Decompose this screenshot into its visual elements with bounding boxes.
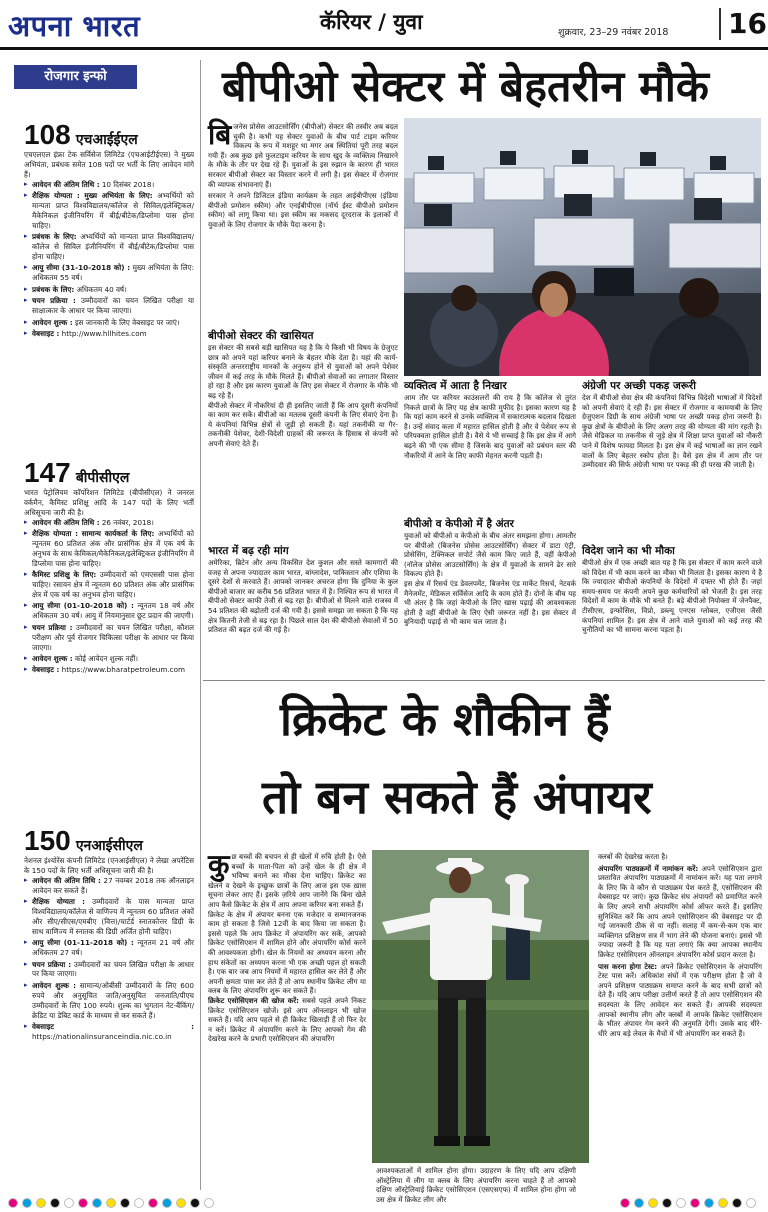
job-header [24,458,194,488]
bpo-intro: बिजनेस प्रोसेस आउटसोर्सिंग (बीपीओ) सेक्टर की तस्वीर अब बदल चुकी है। कभी यह सेक्टर युवाओं के बीच पार्ट टाइम करियर विकल्प के रूप में मशहूर था मगर अब स्थितियां पूरी तरह बदल गयी हैं। अब कुछ इसे फुलटाइम करियर के साथ खुद के व्यक्तित्व निखारने के मौके के तौर पर देख रहे हैं। युवाओं के इस रुझान के कारण ही भारत सरकार बीपीओ सेक्टर का विस्तार करने में लगी है। इस सेक्टर में रोजगार की व्यापक संभावनाएं हैं। सरकार ने अपने डिजिटल इंडिया कार्यक्रम के तहत आईबीपीएस (इंडिया बीपीओ प्रमोशन स्कीम) और एनईबीपीएस (नॉर्थ ईस्ट बीपीओ प्रमोशन स्कीम) को लागू किया था। इस स्कीम का मकसद दूरदराज के इलाकों में युवाओं के लिए रोजगार के मौके पैदा करना है। [208,118,398,229]
registration-dot [746,1198,756,1208]
registration-dot [176,1198,186,1208]
job-detail: ▸ आयु सीमा (31-10-2018 को) : मुख्य अभियंता के लिए: अधिकतम 55 वर्ष। [24,263,194,283]
job-count: 108 [24,119,71,150]
registration-dot [134,1198,144,1208]
section-heading: बीपीओ सेक्टर की खासियत [208,330,314,342]
section-heading: व्यक्तित्व में आता है निखार [404,380,507,392]
call-center-illustration [404,118,761,376]
job-website[interactable]: ▸ वेबसाइट : https://www.bharatpetroleum.com [24,665,194,675]
registration-dot [634,1198,644,1208]
job-detail: ▸ शैक्षिक योग्यता : उम्मीदवारों के पास मान्यता प्राप्त विश्वविद्यालय/कॉलेज से वाणिज्य में न्यूनतम 60 प्रतिशत अंकों और सीए/सीएस/एमबीए (वित्त)/चार्टर्ड स्नातकोत्तर डिग्री के साथ वाणिज्य में स्नातक की डिग्री अर्जित होनी चाहिए। [24,897,194,937]
job-detail: ▸ आयु सीमा (01-10-2018 को) : न्यूनतम 18 वर्ष और अधिकतम 30 वर्ष। आयु में नियमानुसार छूट प्रदान की जाएगी। [24,601,194,621]
bpo-section [208,330,398,449]
job-detail: ▸ आवेदन शुल्क : सामान्य/ओबीसी उम्मीदवारों के लिए 600 रुपये और अनुसूचित जाति/अनुसूचित जनजाति/पीएच उम्मीदवारों के लिए 100 रुपये। शुल्क का भुगतान नेट-बैंकिंग/क्रेडिट या डेबिट कार्ड के माध्यम से कर सकते हैं। [24,981,194,1021]
bpo-section [582,380,762,470]
job-detail: ▸ चयन प्रक्रिया : उम्मीदवारों का चयन लिखित परीक्षा, कौशल परीक्षण और पूर्व रोजगार चिकित्सा परीक्षा के आधार पर किया जाएगा। [24,623,194,653]
registration-dot [64,1198,74,1208]
job-count: 147 [24,457,71,488]
registration-dot [148,1198,158,1208]
registration-dot [732,1198,742,1208]
bpo-section [404,380,576,460]
dropcap: बि [208,118,232,151]
section-body: अमेरिका, ब्रिटेन और अन्य विकसित देश कुशल और सस्ते कामगारों की वजह से अपना ज्यादातर काम भारत, बांग्लादेश, पाकिस्तान और एशिया के दूसरे देशों से करवाते हैं। आपको जानकर अचरज होगा कि दुनिया के कुल बीपीओ बाजार का करीब 56 प्रतिशत भारत में है। निश्चित रूप से भारत में बीपीओ सेक्टर काफी तेजी से बढ़ रहा है। बीपीओ से मिलने वाले राजस्व में 54 प्रतिशत की बढ़ोतरी दर्ज की गयी है। इससे समझा जा सकता है कि यह क्षेत्र कितनी तेजी से बढ़ रहा है। पिछले साल देश की बीपीओ सेवाओं में 50 प्रतिशत की बढ़त दर्ज की गई है। [208,558,398,635]
bpo-headline: बीपीओ सेक्टर में बेहतरीन मौके [222,62,709,112]
job-details [24,180,194,339]
job-intro: भारत पेट्रोलियम कॉर्पोरेशन लिमिटेड (बीपीसीएल) ने जनरल वर्कमैन, कैमिस्ट प्रशिक्षु आदि के 147 पदों के लिए भर्ती अधिसूचना जारी की है। [24,488,194,517]
job-detail: ▸ चयन प्रक्रिया : उम्मीदवारों का चयन लिखित परीक्षा के आधार पर किया जाएगा। [24,960,194,980]
job-header [24,826,194,856]
section-heading: अंग्रेजी पर अच्छी पकड़ जरूरी [582,380,696,392]
section-heading: बीपीओ व केपीओ में है अंतर [404,518,514,530]
registration-dot [690,1198,700,1208]
bpo-section [208,545,398,635]
registration-dot [190,1198,200,1208]
registration-dots-left [8,1193,218,1212]
section-body: देश में बीपीओ सेवा क्षेत्र की कंपनियां विभिन्न विदेशी भाषाओं में विदेशों को अपनी सेवाएं दे रही हैं। इस सेक्टर में रोजगार व कामयाबी के लिए ग्रेजुएशन डिग्री के साथ अंग्रेजी भाषा पर अच्छी पकड़ होना जरूरी है। कुछ क्षेत्रों के बीपीओ के लिए अलग तरह की योग्यता की मांग रहती है। जैसे मेडिकल या तकनीक से जुड़े क्षेत्र में शिक्षा प्राप्त युवाओं को नौकरी पाने में विशेष फायदा मिलता है। इस क्षेत्र में कई भाषाओं का ज्ञान रखने वालों के लिए बेहतर स्कोप होता है। वैसे इस क्षेत्र में आम तौर पर उम्मीदवार की सिर्फ अंग्रेजी भाषा पर पकड़ की ही परख की जाती है। [582,393,762,470]
section-body: बीपीओ क्षेत्र में एक अच्छी बात यह है कि इस सेक्टर में काम करने वाले को विदेश में भी काम करने का मौका भी मिलता है। इसका कारण ये है कि ज्यादातर बीपीओ कंपनियों के विदेशों में दफ्तर भी होते हैं। जहां समय-समय पर कंपनी अपने कुछ कर्मचारियों को भेजती है। इस तरह विदेशों में काम के मौके भी बनते हैं। बड़े बीपीओ नियोक्ता में जेनपैक्ट, टीसीएस, इन्फोसिस, विप्रो, डब्ल्यू एनएस ग्लोबल, एजीएस जैसी कंपनियां शामिल हैं। इस क्षेत्र में आने वाले युवाओं को कई तरह की चुनौतियों का भी सामना करना पड़ता है। [582,558,762,635]
cricket-headline-line1: क्रिकेट के शौकीन हैं [280,692,610,746]
registration-dot [662,1198,672,1208]
registration-dot [704,1198,714,1208]
registration-dot [676,1198,686,1208]
cricket-column-3: क्लबों की देखरेख करता है। अंपायरिंग पाठ्यक्रमों में नामांकन करें: अपने एसोसिएशन द्वारा प्रस्तावित अंपायरिंग पाठ्यक्रमों में नामांकन करें। यह पता लगाने के लिए कि वे कौन से पाठ्यक्रम पेश करते हैं, एसोसिएशन की वेबसाइट पर जाएं। कुछ क्रिकेट संघ अंपायरों को प्रमाणित करने के लिए अपने सभी अंपायरिंग कोर्स ऑफर करते हैं। इसलिए सुनिश्चित करें कि आप अपने एसोसिएशन की वेबसाइट पर दी गई जानकारी ठीक से या नहीं। सलाह में कम-से-कम एक बार व्यक्तिगत प्रशिक्षण सत्र में भाग लेने की योजना बनाएं। इससे भी ज्यादा जरूरी है कि यह पता लगाएं कि क्या आपका स्थानीय क्रिकेट एसोसिएशन ऑनलाइन अंपायरिंग कोर्स प्रदान करता है। पास करना होगा टेस्ट: अपने क्रिकेट एसोसिएशन के अंपायरिंग टेस्ट पास करें। अधिकांश संघों में एक परीक्षण होता है जो वे अपने प्रशिक्षण पाठ्यक्रम समाप्त करने के बाद सभी छात्रों को देते हैं। यदि आप परीक्षा उत्तीर्ण करते हैं तो आप एसोसिएशन की सदस्यता के लिए आवेदन कर सकते हैं। आपकी सदस्यता आपको स्थानीय लीग और क्लबों में आपके क्रिकेट एसोसिएशन के भीतर अंपायर गेम करने की अनुमति देगी। उसके बाद धीरे-धीरे आप बड़े लेवल के मैचों में भी अंपायरिंग कर सकते हैं। [598,852,762,1038]
section-body: इस सेक्टर की सबसे बड़ी खासियत यह है कि ये किसी भी विषय के ग्रेजुएट छात्र को अपने यहां करियर बनाने के बेहतर मौके देता है। यहां की कार्य-संस्कृति अन्तरराष्ट्रीय मानकों के अनुरूप होने से युवाओं को अपने पेशेवर जीवन में कई तरह के मौके मिलते हैं। बीपीओ सेवाओं का लगातार विस्तार हो रहा है और इस कारण युवाओं के लिए इस सेक्टर में रोजगार के मौके भी बढ़ रहे हैं। बीपीओ सेक्टर में नौकरियां दी ही इसलिए जाती हैं कि आप दूसरी कंपनियों का काम कर सकें। बीपीओ का मतलब दूसरी कंपनी के लिए सेवाएं देना है। ये कंपनियां विभिन्न क्षेत्रों से जुड़ी हो सकती हैं। यहां तकनीकी या गैर-तकनीकी पेशेवर, देशी-विदेशी ग्राहकों की जरूरत के हिसाब से कंपनी को अपनी सेवाएं देते हैं। [208,343,398,448]
section-divider [203,680,765,681]
job-website[interactable]: ▸ वेबसाइट : http://www.hllhites.com [24,329,194,339]
masthead [0,0,768,50]
job-org: एनआईसीएल [75,838,143,854]
registration-dot [8,1198,18,1208]
paper-name: अपना भारत [8,9,141,43]
umpire-photo [372,850,589,1163]
cricket-column-2: आवश्यकताओं में शामिल होना होगा। उदाहरण के लिए यदि आप दक्षिणी ऑस्ट्रेलिया में लीग या क्लब के लिए अंपायरिंग करना चाहते हैं तो आपको दक्षिण ऑस्ट्रेलियाई क्रिकेट एसोसिएशन (एसएसएफ) में शामिल होना होगा जो उस क्षेत्र में क्रिकेट लीग और [376,1166,576,1204]
job-listing [24,458,194,677]
registration-dot [204,1198,214,1208]
section-body: आम तौर पर करियर काउंसलरों की राय है कि कॉलेज से तुरंत निकले छात्रों के लिए यह क्षेत्र काफी मुफीद है। इसका कारण यह है कि यहां काम करने से उनके व्यक्तित्व में सकारात्मक बदलाव दिखता है। उन्हें संवाद कला में महारत हासिल होती है और वे पेशेवर रूप से परिपक्वता हासिल होती है। वैसे ये भी सच्चाई है कि इस क्षेत्र में आगे बढ़ने की भी एक सीमा है जिसके बाद युवाओं को प्रबंधन स्तर की नौकरियों में आने के लिए काफी मेहनत करनी पड़ती है। [404,393,576,460]
job-detail: ▸ कैमिस्ट प्रशिक्षु के लिए: उम्मीदवारों को एमएससी पास होना चाहिए। रसायन क्षेत्र में न्यूनतम 60 प्रतिशत अंक और प्रासंगिक क्षेत्र में एक वर्ष का अनुभव होना चाहिए। [24,570,194,600]
sidebar-tab: रोजगार इन्फो [14,65,137,89]
registration-dot [620,1198,630,1208]
job-detail: ▸ आवेदन शुल्क : इस जानकारी के लिए वेबसाइट पर जाएं। [24,318,194,328]
call-center-photo [404,118,761,376]
job-intro: नेशनल इंश्योरेंस कंपनी लिमिटेड (एनआईसीएल) ने लेखा अपरेंटिस के 150 पदों के लिए भर्ती अधिसूचना जारी की है। [24,856,194,875]
registration-dot [78,1198,88,1208]
job-detail: ▸ आवेदन की अंतिम तिथि : 26 नवंबर, 2018। [24,518,194,528]
bpo-section [404,518,576,627]
job-details [24,876,194,1042]
job-website[interactable]: ▸ वेबसाइट : https://nationalinsuranceindia.nic.co.in [24,1022,194,1042]
sidebar-divider [200,60,201,1190]
job-detail: ▸ चयन प्रक्रिया : उम्मीदवारों का चयन लिखित परीक्षा या साक्षात्कार के आधार पर किया जाएगा। [24,296,194,316]
subheading: क्रिकेट एसोसिएशन की खोज करें: [208,995,299,1005]
registration-dot [648,1198,658,1208]
subheading: पास करना होगा टेस्ट: [598,961,658,971]
registration-dot [36,1198,46,1208]
registration-dot [120,1198,130,1208]
registration-dot [162,1198,172,1208]
job-detail: ▸ शैक्षिक योग्यता : सामान्य कार्यकर्ता के लिए: अभ्यर्थियों को न्यूनतम 60 प्रतिशत अंक और प्रासंगिक क्षेत्र में एक वर्ष के अनुभव के साथ केमिकल/मैकेनिकल/इलेक्ट्रिकल इंजीनियरिंग में डिप्लोमा पास होना चाहिए। [24,529,194,569]
job-detail: ▸ प्रबंधक के लिए: अभ्यर्थियों को मान्यता प्राप्त विश्वविद्यालय/कॉलेज से सिविल इंजीनियरिंग में बीई/बीटेक/डिप्लोमा पास होना चाहिए। [24,232,194,262]
masthead-rule [0,47,768,50]
section-label: कॅरियर / युवा [320,10,423,34]
registration-dot [718,1198,728,1208]
job-header [24,120,194,150]
job-detail: ▸ आवेदन की अंतिम तिथि : 27 नवम्बर 2018 तक ऑनलाइन आवेदन कर सकते हैं। [24,876,194,896]
umpire-illustration [372,850,589,1163]
section-heading: विदेश जाने का भी मौका [582,545,675,557]
job-listing [24,826,194,1043]
job-org: एचआईईएल [75,132,138,148]
job-detail: ▸ प्रबंधक के लिए: अधिकतम 40 वर्ष। [24,285,194,295]
dropcap: कु [208,848,230,881]
job-count: 150 [24,825,71,856]
job-detail: ▸ शैक्षिक योग्यता : मुख्य अभियंता के लिए: अभ्यर्थियों को मान्यता प्राप्त विश्वविद्यालय/कॉलेज से सिविल/इलेक्ट्रिकल/मैकेनिकल इंजीनियरिंग में बीई/बीटेक/डिप्लोमा पास होना चाहिए। [24,191,194,231]
registration-dot [50,1198,60,1208]
registration-dot [22,1198,32,1208]
registration-dot [92,1198,102,1208]
job-details [24,518,194,676]
registration-dots-right [620,1193,760,1212]
page-number: 16 [719,8,767,40]
bpo-intro-2: सरकार ने अपने डिजिटल इंडिया कार्यक्रम के तहत आईबीपीएस (इंडिया बीपीओ प्रमोशन स्कीम) और एनईबीपीएस (नॉर्थ ईस्ट बीपीओ प्रमोशन स्कीम) को लागू किया था। इस स्कीम का मकसद दूरदराज के इलाकों में युवाओं के लिए रोजगार के मौके पैदा करना है। [208,191,398,229]
registration-dot [106,1198,116,1208]
job-detail: ▸ आवेदन शुल्क : कोई आवेदन शुल्क नहीं। [24,654,194,664]
issue-date: शुक्रवार, 23–29 नवंबर 2018 [558,27,669,38]
section-heading: भारत में बढ़ रही मांग [208,545,289,557]
job-detail: ▸ आवेदन की अंतिम तिथि : 10 दिसंबर 2018। [24,180,194,190]
bpo-section [582,545,762,635]
cricket-column-1: कुछ बच्चों की बचपन से ही खेलों में रुचि होती है। ऐसे बच्चों के माता-पिता को उन्हें खेल के ही क्षेत्र में भविष्य बनाने का मौका देना चाहिए। क्रिकेट का खेलने व देखने के इच्छुक छात्रों के लिए आज इस एक ख़ास सूचना लेकर आए हैं। इसके ज़रिये आप जानेंगे कि बिना खेले आप कैसे क्रिकेट के क्षेत्र में आप अपना करियर बना सकते हैं। क्रिकेट के क्षेत्र में अंपायर बनना एक मजेदार व सम्मानजनक काम हो सकता है जिसे 12वीं के बाद किया जा सकता है। इससे पहले कि आप क्रिकेट में अंपायरिंग कर सकें, आपको क्रिकेट एसोसिएशन में शामिल होने और अंपायरिंग कोर्स करने की आवश्यकता होगी। खेल के नियमों का अध्ययन करना और हाथ संकेतों का अध्ययन करना भी एक अच्छी पहल हो सकती है। एक बार जब आप नियमों में महारत हासिल कर लेते हैं और अपनी क्षमता पास कर लेते हैं तो आप स्थानीय क्रिकेट लीग या क्लब के लिए अंपायरिंग शुरू कर सकते हैं। क्रिकेट एसोसिएशन की खोज करें: सबसे पहले अपने निकट क्रिकेट एसोसिएशन खोजें। इसे आप ऑनलाइन भी खोज सकते हैं। यदि आप पहले से ही क्रिकेट खिलाड़ी हैं तो फिर देर न करें। क्रिकेट में अंपायरिंग करने के लिए आपको गेम की देखरेख करने के प्रभारी एसोसिएशन की अंपायरिंग [208,848,366,1044]
job-org: बीपीसीएल [75,470,130,486]
job-detail: ▸ आयु सीमा (01-11-2018 को) : न्यूनतम 21 वर्ष और अधिकतम 27 वर्ष। [24,938,194,958]
cricket-headline-line2: तो बन सकते हैं अंपायर [262,770,652,824]
section-body: युवाओं को बीपीओ व केपीओ के बीच अंतर समझना होगा। आमतौर पर बीपीओ (बिजनेस प्रोसेस आउटसोर्सिंग) सेक्टर में डाटा एंट्री, प्रोसेसिंग, टेक्निकल सपोर्ट जैसे काम किए जाते हैं, वहीं केपीओ (नॉलेज प्रोसेस आउटसोर्सिंग) के क्षेत्र में युवाओं के सामने ढेर सारे विकल्प होते हैं। इस क्षेत्र में रिसर्च एंड डेवलपमेंट, बिजनेस एंड मार्केट रिसर्च, नेटवर्क मैनेजमेंट, मेडिकल सर्विसेज आदि के काम होते हैं। दोनों के बीच यह भी अंतर है कि जहां केपीओ के लिए खास पढ़ाई की आवश्यकता होती है वहीं बीपीओ के लिए ऐसी जरूरत नहीं है। इस सेक्टर में बुनियादी पढ़ाई से भी काम चल जाता है। [404,531,576,627]
job-listing [24,120,194,340]
job-intro: एचएलएल इंफ्रा टेक सर्विसेज लिमिटेड (एचआईटीईएस) ने मुख्य अभियंता, प्रबंधक समेत 108 पदों पर भर्ती के लिए आवेदन मांगे हैं। [24,150,194,179]
subheading: अंपायरिंग पाठ्यक्रमों में नामांकन करें: [598,863,699,873]
